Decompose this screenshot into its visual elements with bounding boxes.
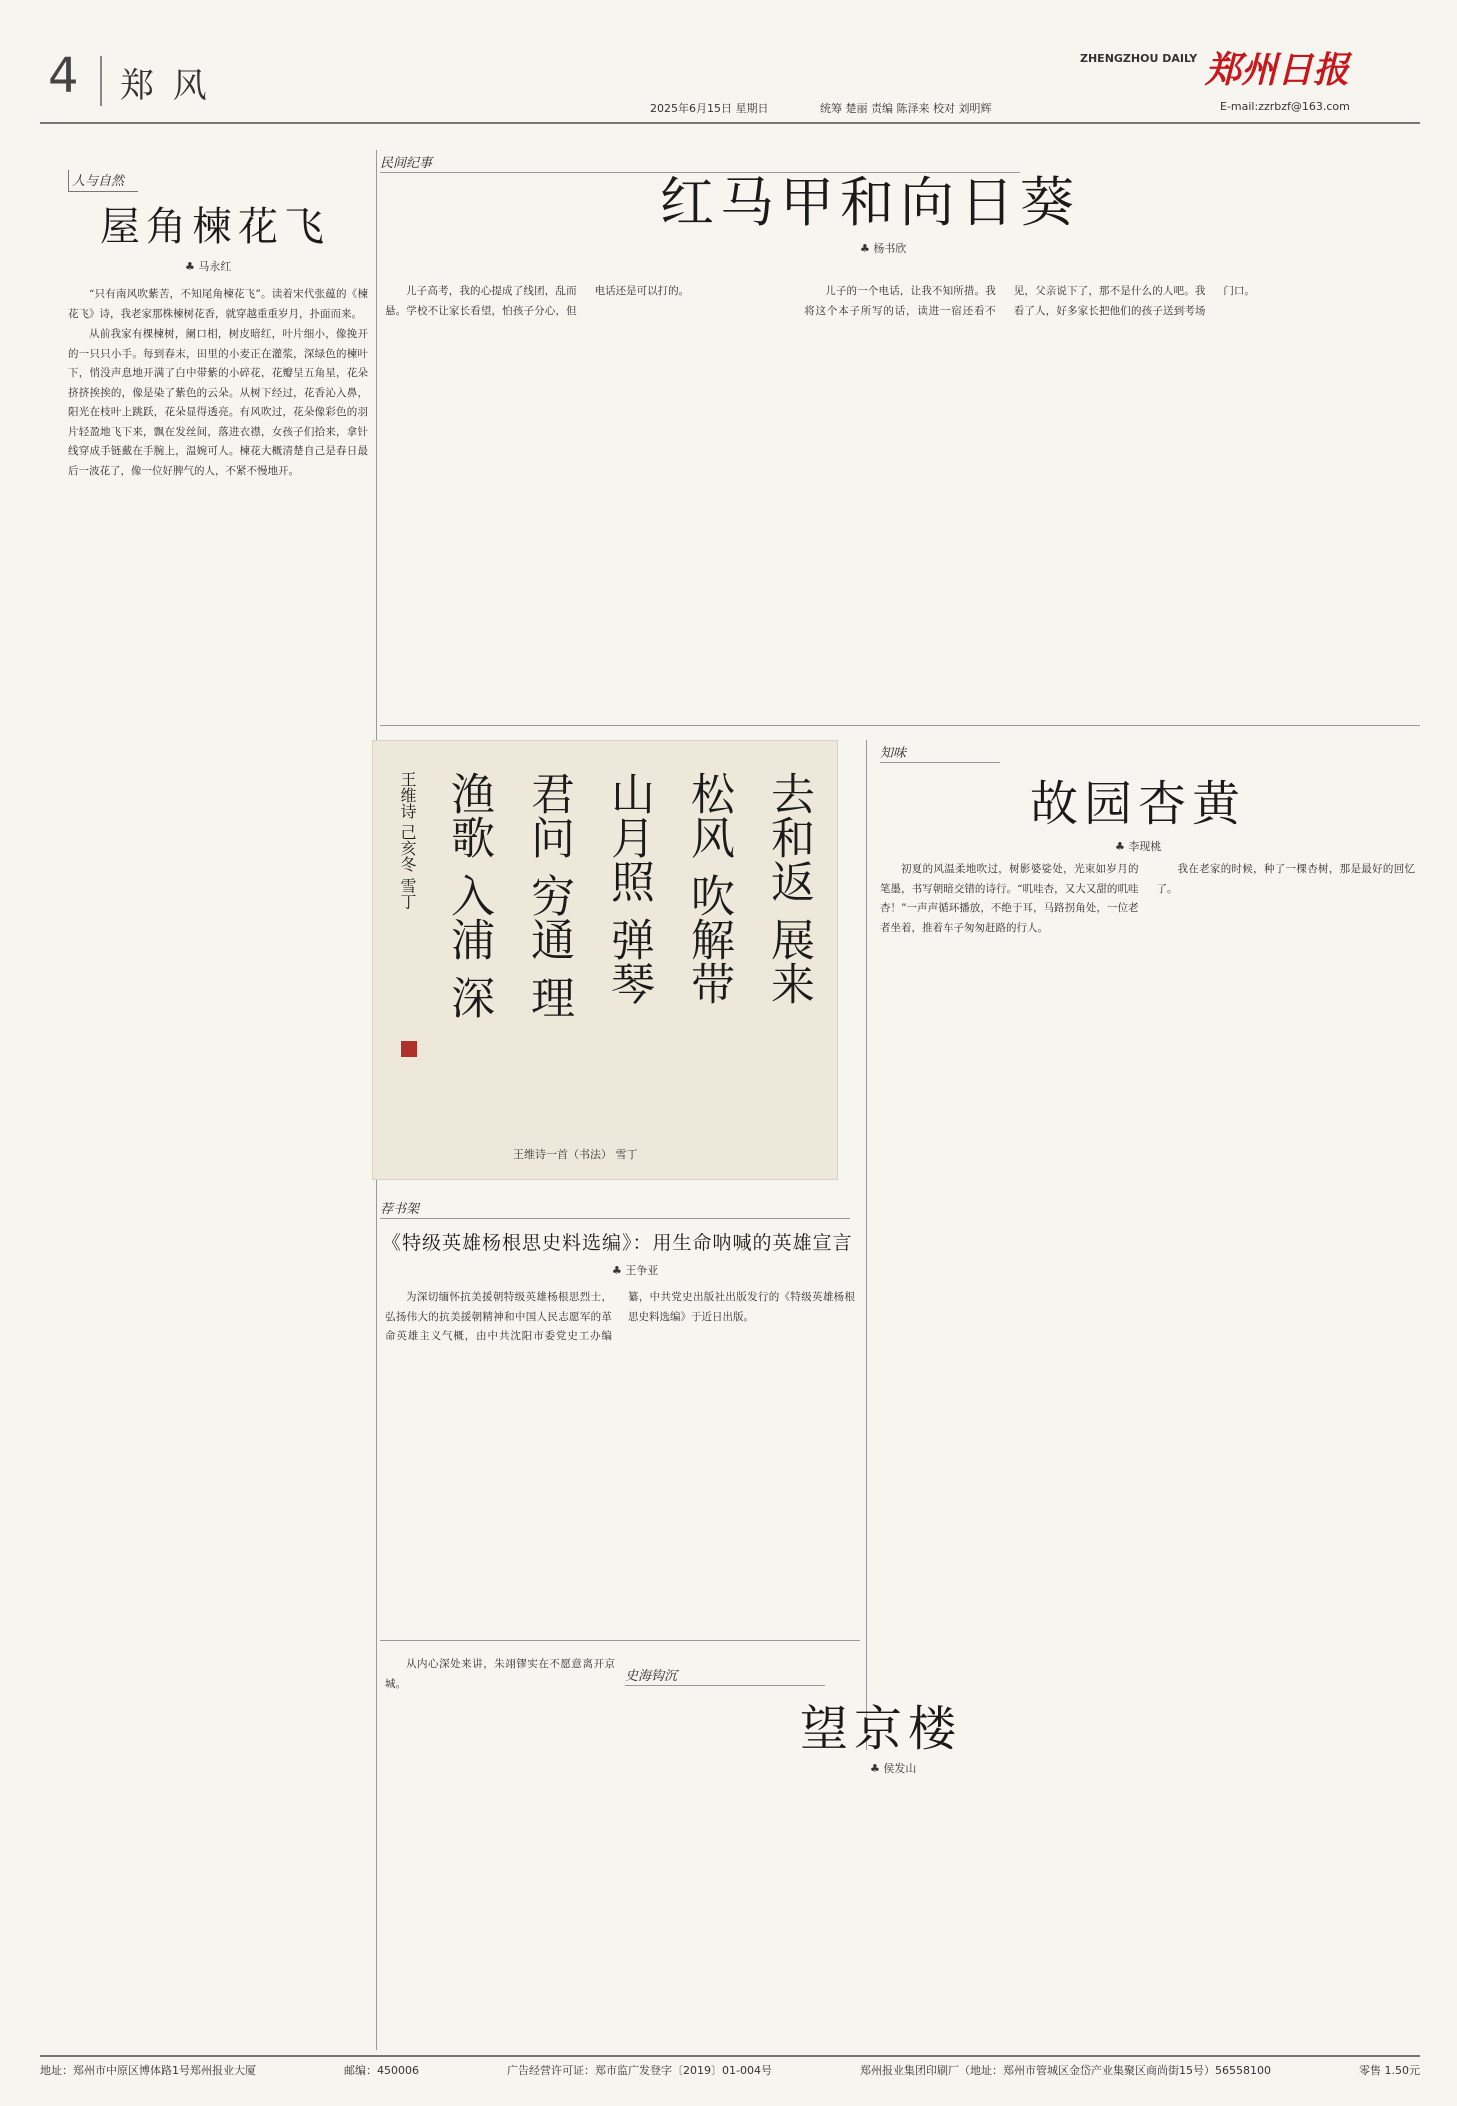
column-tag: 民间纪事 bbox=[380, 156, 433, 171]
article-body bbox=[68, 285, 368, 2065]
artwork-caption: 王维诗一首（书法） 雪丁 bbox=[513, 1148, 638, 1161]
paragraph: 从前我家有棵楝树，阑口相，树皮暗红，叶片细小，像挽开的一只只小手。每到春末，田里的小麦正在灌浆，深绿色的楝叶下，悄没声息地开满了白中带紫的小碎花，花瓣呈五角星，花朵挤挤挨挨的，像是染了紫色的云朵。从树下经过，花香沁入鼻，阳光在枝叶上跳跃，花朵显得透亮。有风吹过，花朵像彩色的羽片轻盈地飞下来，飘在发丝间，落进衣襟，女孩子们拾来，拿针线穿成手链戴在手腕上，温婉可人。楝花大概清楚自己是春日最后一波花了，像一位好脾气的人，不紧不慢地开。 bbox=[68, 328, 368, 477]
author-mark-icon: ♣ bbox=[860, 242, 874, 255]
footer-postcode: 邮编：450006 bbox=[344, 2064, 419, 2077]
poem-line: 山月照 弹琴 bbox=[603, 771, 654, 1005]
article-author bbox=[1115, 838, 1161, 854]
column-tag-rule bbox=[880, 762, 1000, 763]
author-mark-icon: ♣ bbox=[612, 1264, 626, 1277]
article-title: 《特级英雄杨根思史料选编》：用生命呐喊的英雄宣言 bbox=[382, 1232, 853, 1254]
inscription: 王维诗 己亥冬 雪丁 bbox=[398, 771, 417, 910]
column-tag: 人与自然 bbox=[72, 174, 125, 189]
author-name: 李现桃 bbox=[1128, 840, 1162, 853]
section-rule bbox=[380, 725, 1420, 726]
poem-line: 渔歌 入浦 深 bbox=[443, 771, 494, 1019]
article-title: 红马甲和向日葵 bbox=[660, 171, 1080, 234]
page-header bbox=[40, 38, 1420, 118]
article-author bbox=[860, 240, 906, 256]
footer-address: 地址：郑州市中原区博体路1号郑州报业大厦 bbox=[40, 2064, 256, 2077]
author-mark-icon: ♣ bbox=[1115, 840, 1129, 853]
author-mark-icon: ♣ bbox=[870, 1762, 884, 1775]
poem-line: 松风 吹解带 bbox=[683, 771, 734, 1005]
paragraph: “只有南风吹紫苦，不知尾角楝花飞”。读着宋代张蕴的《楝花飞》诗，我老家那株楝树花香，就穿越重重岁月，扑面而来。 bbox=[68, 288, 368, 320]
section-title: 郑 风 bbox=[120, 66, 211, 106]
article-author bbox=[870, 1760, 916, 1776]
author-name: 侯发山 bbox=[883, 1762, 917, 1775]
paragraph: 儿子高考，我的心提成了线团，乱而悬。学校不让家长看望，怕孩子分心，但电话还是可以打的。 bbox=[385, 285, 690, 317]
article-body bbox=[625, 1790, 1410, 2045]
author-name: 杨书欣 bbox=[873, 242, 907, 255]
column-tag: 知味 bbox=[880, 746, 907, 761]
paragraph: 我在老家的时候，种了一棵杏树，那是最好的回忆了。 bbox=[1156, 863, 1415, 895]
footer-license: 广告经营许可证：郑市监广发登字〔2019〕01-004号 bbox=[507, 2064, 772, 2077]
paragraph: 为深切缅怀抗美援朝特级英雄杨根思烈士，弘扬伟大的抗美援朝精神和中国人民志愿军的革命英雄主义气概，由中共沈阳市委党史工办编纂，中共党史出版社出版发行的《特级英雄杨根思史料选编》于近日出版。 bbox=[385, 1291, 855, 1342]
article-author bbox=[185, 258, 231, 274]
paragraph: 初夏的风温柔地吹过，树影婆娑处，光束如岁月的笔墨，书写朝暗交错的诗行。“叽哇杏，又大又甜的叽哇杏！”一声声循环播放，不绝于耳，马路拐角处，一位老者坐着，推着车子匆匆赶路的行人。 bbox=[880, 863, 1139, 934]
paragraph: 儿子的一个电话，让我不知所措。我将这个本子所写的话，读进一宿还看不见，父亲说下了，那不是什么的人吧。我看了人，好多家长把他们的孩子送到考场门口。 bbox=[804, 285, 1255, 317]
paper-logo: 郑州日报 bbox=[1205, 49, 1350, 91]
column-divider bbox=[866, 740, 867, 1750]
section-rule bbox=[380, 1640, 860, 1641]
seal-stamp-icon bbox=[401, 1041, 417, 1057]
paper-name-en: ZHENGZHOU DAILY bbox=[1080, 52, 1198, 65]
article-author bbox=[612, 1262, 658, 1278]
article-title: 故园杏黄 bbox=[1030, 776, 1247, 832]
author-mark-icon: ♣ bbox=[185, 260, 199, 273]
poem-line: 去和返 展来 bbox=[763, 771, 814, 1005]
column-tag: 荐书架 bbox=[380, 1202, 420, 1217]
footer-price: 零售 1.50元 bbox=[1358, 2064, 1420, 2077]
article-title: 屋角楝花飞 bbox=[100, 204, 330, 250]
footer-printer: 郑州报业集团印刷厂（地址：郑州市管城区金岱产业集聚区商尚街15号）56558100 bbox=[859, 2064, 1271, 2077]
column-tag-rule bbox=[625, 1685, 825, 1686]
email-line: E-mail:zzrbzf@163.com bbox=[1220, 100, 1350, 113]
article-body bbox=[385, 282, 1415, 712]
header-rule bbox=[40, 122, 1420, 124]
footer-rule bbox=[40, 2055, 1420, 2057]
page-footer bbox=[40, 2062, 1420, 2084]
calligraphy-text bbox=[397, 771, 817, 1131]
editors-line: 统筹 楚丽 责编 陈泽来 校对 刘明辉 bbox=[820, 102, 992, 115]
page-number: 4 bbox=[48, 48, 79, 104]
column-tag: 史海钩沉 bbox=[625, 1669, 678, 1684]
article-body-part bbox=[385, 1655, 615, 2045]
date-line: 2025年6月15日 星期日 bbox=[650, 102, 769, 115]
article-title: 望京楼 bbox=[800, 1701, 963, 1757]
article-body bbox=[385, 1288, 855, 1628]
paragraph: 从内心深处来讲，朱翊镠实在不愿意离开京城。 bbox=[385, 1658, 615, 1690]
poem-line: 君问 穷通 理 bbox=[523, 771, 574, 1019]
calligraphy-artwork bbox=[372, 740, 838, 1180]
column-tag-rule bbox=[380, 1218, 850, 1219]
author-name: 马永红 bbox=[198, 260, 232, 273]
author-name: 王争亚 bbox=[625, 1264, 659, 1277]
